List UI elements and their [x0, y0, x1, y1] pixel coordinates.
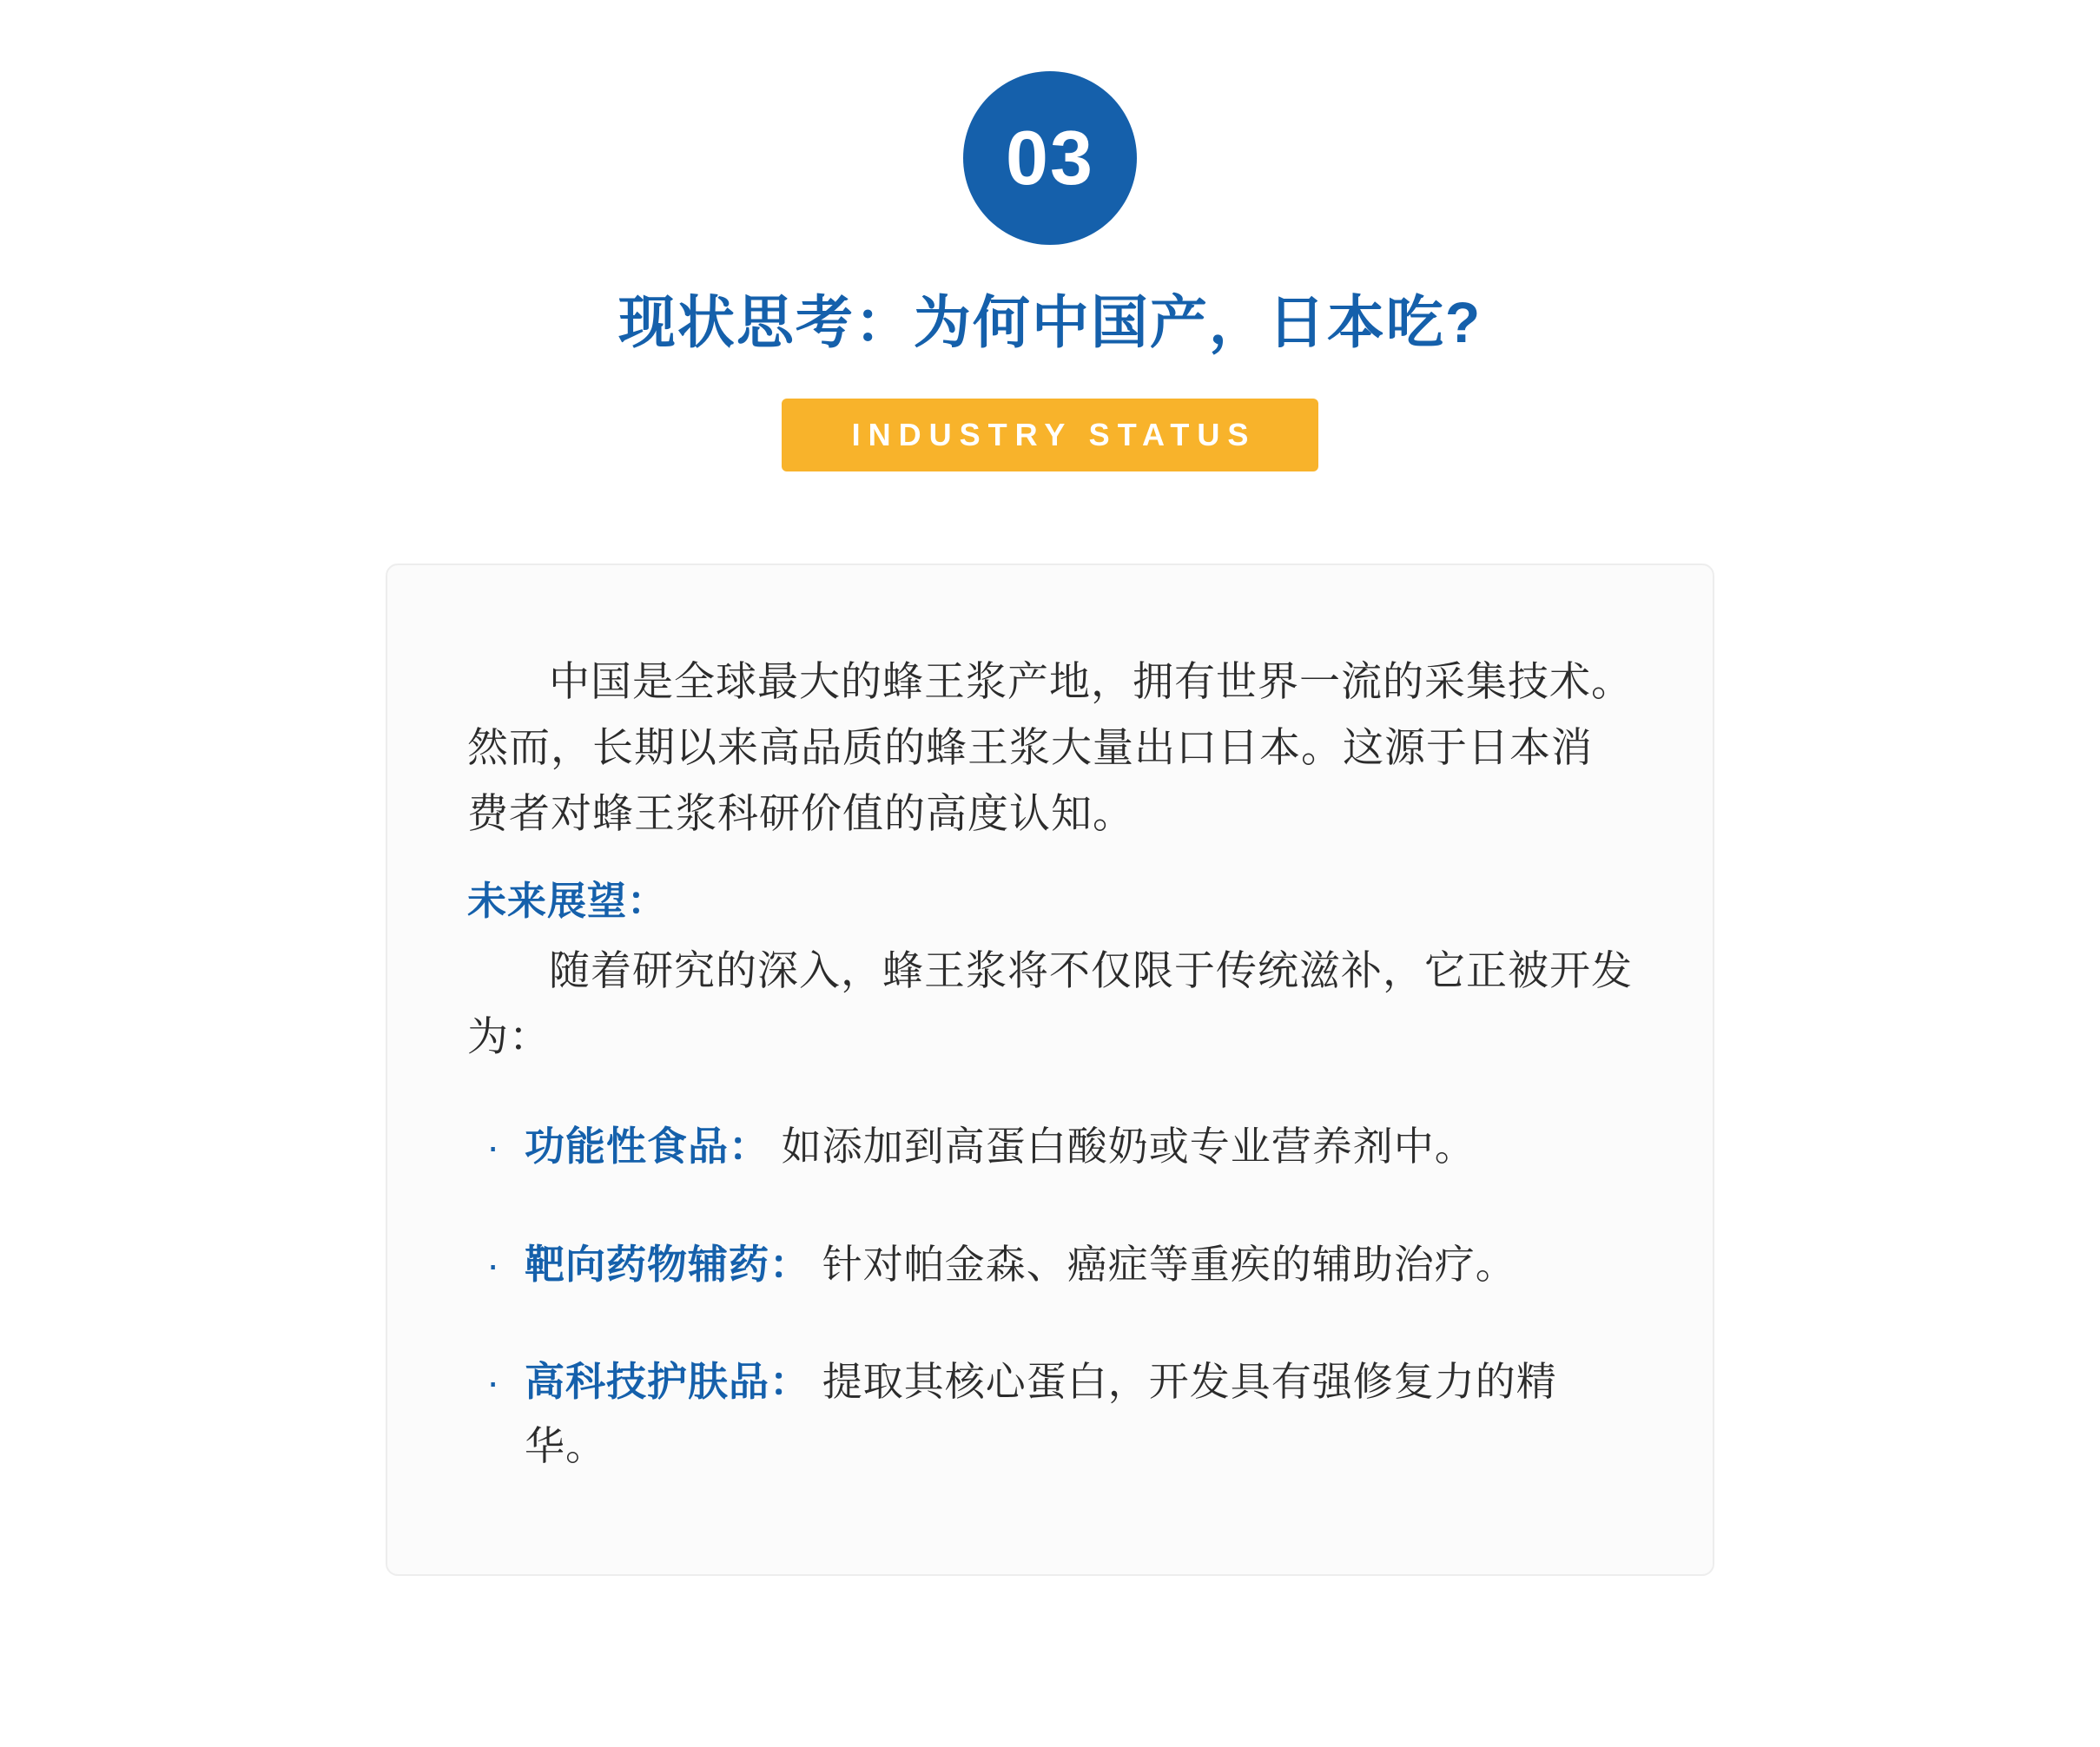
intro-paragraph: 中国是全球最大的蜂王浆产地，拥有世界一流的采集技术。然而，长期以来高品质的蜂王浆大量出口日本。这源于日本消费者对蜂王浆科研价值的高度认知。 — [467, 657, 1633, 836]
bullet-list — [467, 1115, 1633, 1478]
bullet-separator: ： — [769, 1359, 810, 1405]
content-card — [386, 564, 1714, 1576]
section-number: 03 — [1006, 115, 1094, 201]
list-item — [467, 1115, 1633, 1179]
bullet-dot-icon: · — [486, 1359, 501, 1405]
bullet-description: 如添加到高蛋白酸奶或专业营养剂中。 — [781, 1124, 1476, 1170]
bullet-description: 提取其核心蛋白，开发具有强修复力的精华。 — [525, 1359, 1557, 1468]
status-badge: INDUSTRY STATUS — [782, 399, 1319, 471]
list-item — [467, 1233, 1633, 1297]
outlook-heading: 未来展望： — [467, 878, 668, 923]
bullet-term: 功能性食品 — [525, 1124, 729, 1170]
bullet-description: 针对帕金森、癌症等重疾的辅助治疗。 — [822, 1241, 1516, 1287]
outlook-paragraph: 随着研究的深入，蜂王浆将不仅限于传统滋补，它正被开发为： — [467, 946, 1633, 1059]
page-title: 现状思考：为何中国产，日本吃? — [617, 290, 1483, 354]
bullet-separator: ： — [769, 1241, 810, 1287]
bullet-dot-icon: · — [486, 1241, 501, 1287]
bullet-term: 高科技护肤品 — [525, 1359, 769, 1405]
bullet-separator: ： — [729, 1124, 769, 1170]
section-number-badge — [963, 71, 1137, 245]
bullet-dot-icon: · — [486, 1124, 501, 1170]
list-item — [467, 1350, 1633, 1478]
bullet-term: 靶向药物辅药 — [525, 1241, 769, 1287]
